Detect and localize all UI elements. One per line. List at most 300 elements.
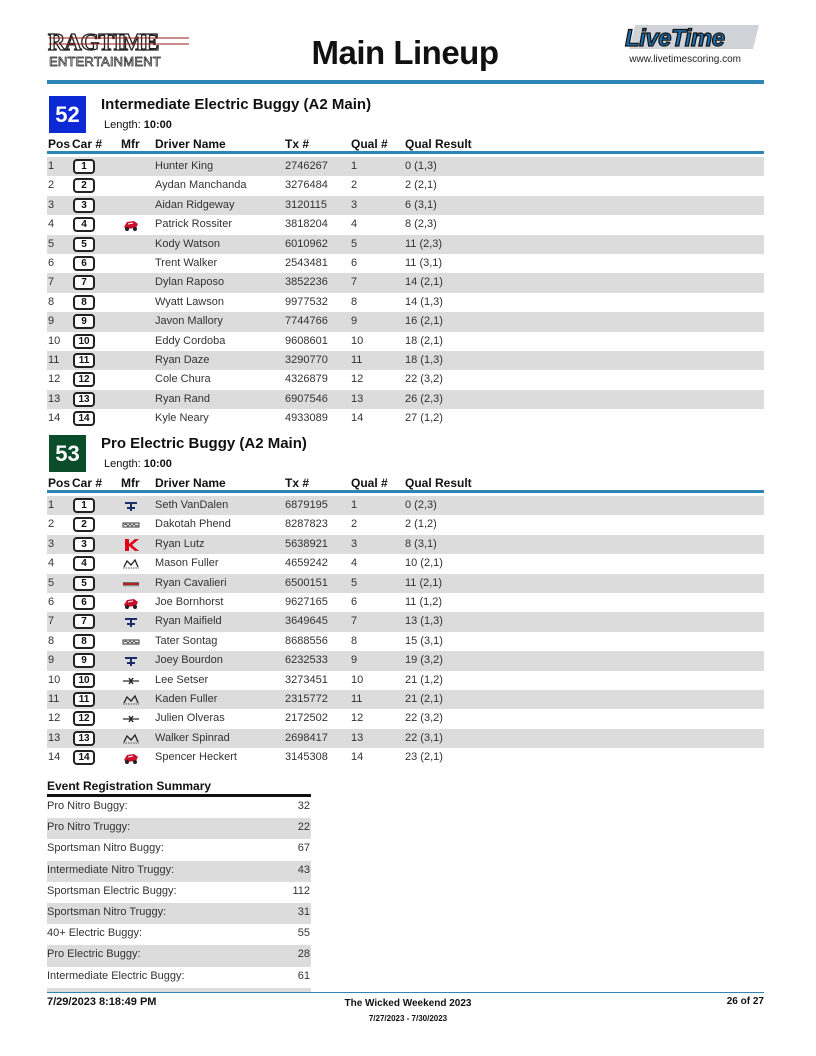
qual-position: 10 [351,334,364,347]
car-number: 2 [81,519,87,531]
race-length-value: 10:00 [143,119,172,131]
registration-summary [47,779,311,992]
pos-cell: 5 [48,576,55,589]
table-row [47,535,764,554]
mugen-icon [122,693,140,707]
col-tx: Tx # [285,476,310,490]
class-name: Sportsman Electric Buggy: [47,884,177,897]
transponder-number: 3273451 [285,673,328,686]
entry-count: 22 [297,821,310,834]
car-number: 6 [81,596,87,608]
pos-cell: 1 [48,499,55,511]
event-dates: 7/27/2023 - 7/30/2023 [368,1014,448,1023]
car-number-box [73,159,95,174]
summary-row [47,797,311,818]
driver-name: Kody Watson [155,237,221,250]
pos-cell: 12 [48,712,61,725]
event-name: The Wicked Weekend 2023 [344,998,472,1009]
qual-position: 4 [351,557,358,570]
qual-position: 8 [351,295,358,308]
car-number: 14 [78,752,90,764]
col-mfr: Mfr [121,137,140,151]
driver-name: Julien Olveras [155,712,225,725]
car-number: 6 [81,257,87,269]
summary-row [47,861,311,882]
transponder-number: 3818204 [285,218,328,231]
qual-result: 22 (3,2) [405,373,443,386]
qual-position: 14 [351,412,364,425]
transponder-number: 6907546 [285,392,328,405]
table-row [47,312,764,331]
transponder-number: 2698417 [285,731,328,744]
qual-position: 10 [351,673,364,686]
car-number: 7 [81,277,87,289]
car-number: 12 [78,713,90,725]
driver-name: Tater Sontag [155,634,218,647]
ragtime-logo-text: RAGTIME [48,30,159,56]
pos-cell: 5 [48,237,55,250]
page-number: 26 of 27 [726,996,764,1007]
qual-result: 16 (2,1) [405,315,443,328]
lineup-rows [47,157,764,428]
transponder-number: 2315772 [285,692,328,705]
driver-name: Spencer Heckert [155,751,237,764]
entry-count: 31 [297,905,310,918]
transponder-number: 2746267 [285,160,328,172]
car-number: 3 [81,538,87,550]
entry-count: 112 [292,884,310,897]
qual-position: 14 [351,751,364,764]
pos-cell: 3 [48,198,55,211]
pos-cell: 3 [48,537,55,550]
table-row [47,254,764,273]
qual-position: 13 [351,731,364,744]
class-name: Sportsman Nitro Buggy: [47,842,164,855]
car-number: 1 [81,161,87,172]
livetime-logo [621,22,763,52]
transponder-number: 3276484 [285,179,328,192]
car-number-box [73,692,95,707]
page-header [47,22,763,84]
driver-name: Hunter King [155,160,214,172]
red-buggy-icon [122,218,140,232]
car-number-box [73,556,95,571]
transponder-number: 6010962 [285,237,328,250]
transponder-number: 6879195 [285,499,328,511]
driver-name: Patrick Rossiter [155,218,233,231]
qual-position: 7 [351,615,358,628]
race-section-52 [47,96,764,426]
driver-name: Kaden Fuller [155,692,218,705]
table-row [47,176,764,195]
transponder-number: 3290770 [285,353,328,366]
qual-result: 0 (1,3) [405,160,437,172]
pos-cell: 11 [48,692,60,705]
table-row [47,574,764,593]
qual-position: 1 [351,499,358,511]
summary-row [47,967,311,988]
qual-result: 11 (2,1) [405,576,443,589]
car-number-box [73,595,95,610]
pos-cell: 4 [48,218,55,231]
pos-cell: 2 [48,179,55,192]
qual-result: 13 (1,3) [405,615,443,628]
table-row [47,157,764,176]
qual-result: 0 (2,3) [405,499,437,511]
car-number-box [73,237,95,252]
race-number-badge: 53 [49,435,86,472]
table-row [47,235,764,254]
qual-result: 21 (1,2) [405,673,443,686]
xray-icon [122,674,140,688]
race-title: Intermediate Electric Buggy (A2 Main) [101,96,372,113]
qual-position: 9 [351,315,358,328]
driver-name: Aydan Manchanda [155,179,247,192]
car-number: 5 [81,238,87,250]
car-number-box [73,256,95,271]
race-length [104,119,172,131]
car-number-box [73,653,95,668]
qual-result: 6 (3,1) [405,198,437,211]
car-number-box [73,711,95,726]
qual-result: 15 (3,1) [405,634,443,647]
summary-row [47,882,311,903]
transponder-number: 4659242 [285,557,328,570]
mugen-icon [122,732,140,746]
car-number-box [73,576,95,591]
col-pos: Pos [48,476,71,490]
qual-position: 11 [351,353,363,366]
col-car: Car # [72,476,103,490]
livetime-logo-text: LiveTime [625,25,725,52]
driver-name: Aidan Ridgeway [155,198,235,211]
class-name: Pro Nitro Buggy: [47,800,128,812]
driver-name: Joe Bornhorst [155,595,224,608]
qual-result: 14 (2,1) [405,276,443,289]
qual-position: 8 [351,634,358,647]
car-number-box [73,614,95,629]
qual-position: 13 [351,392,364,405]
qual-result: 19 (3,2) [405,654,443,667]
qual-result: 8 (3,1) [405,537,437,550]
table-row [47,293,764,312]
transponder-number: 8688556 [285,634,328,647]
driver-name: Eddy Cordoba [155,334,226,347]
pos-cell: 6 [48,256,55,269]
class-name: Pro Electric Buggy: [47,948,141,961]
table-row [47,690,764,709]
driver-name: Seth VanDalen [155,499,229,511]
qual-position: 9 [351,654,358,667]
tekno-icon [122,654,140,668]
car-number-box [73,275,95,290]
summary-row [47,839,311,860]
class-name: Sportsman Nitro Truggy: [47,905,167,918]
qual-result: 11 (1,2) [405,595,443,608]
transponder-number: 5638921 [285,537,328,550]
car-number-box [73,411,95,426]
pos-cell: 8 [48,634,55,647]
qual-position: 11 [351,692,363,705]
driver-name: Lee Setser [155,673,209,686]
pos-cell: 13 [48,731,61,744]
summary-rows [47,797,311,988]
table-row [47,729,764,748]
transponder-number: 6500151 [285,576,328,589]
car-number-box [73,178,95,193]
table-row [47,370,764,389]
table-row [47,390,764,409]
car-number-box [73,517,95,532]
car-number: 9 [81,655,87,667]
car-number-box [73,673,95,688]
transponder-number: 7744766 [285,315,328,328]
col-qual-result: Qual Result [405,137,472,151]
pos-cell: 2 [48,518,55,531]
driver-name: Ryan Cavalieri [155,576,227,589]
red-buggy-icon [122,596,140,610]
driver-name: Wyatt Lawson [155,295,224,308]
pos-cell: 7 [48,615,55,628]
page-title: Main Lineup [311,34,499,71]
car-number-box [73,372,95,387]
qual-result: 22 (3,2) [405,712,443,725]
car-number: 12 [78,374,90,386]
transponder-number: 2172502 [285,712,328,725]
car-number-box [73,731,95,746]
car-number: 10 [78,674,90,686]
qual-position: 3 [351,198,358,211]
associated-icon [122,518,140,532]
pos-cell: 6 [48,595,55,608]
qual-position: 5 [351,576,358,589]
qual-result: 8 (2,3) [405,218,437,231]
col-pos: Pos [48,137,71,151]
qual-result: 27 (1,2) [405,412,443,425]
race-length-label: Length: [104,458,141,470]
table-row [47,409,764,428]
car-number-box [73,498,95,513]
printed-timestamp: 7/29/2023 8:18:49 PM [47,996,157,1008]
qual-position: 4 [351,218,358,231]
qual-result: 10 (2,1) [405,557,443,570]
driver-name: Walker Spinrad [155,731,230,744]
race-length-label: Length: [104,119,141,131]
car-number-box [73,314,95,329]
transponder-number: 2543481 [285,256,328,269]
entry-count: 67 [297,842,310,855]
qual-result: 14 (1,3) [405,295,443,308]
qual-result: 18 (1,3) [405,353,443,366]
driver-name: Mason Fuller [155,557,219,570]
qual-position: 6 [351,595,358,608]
driver-name: Joey Bourdon [155,654,223,667]
column-headers [47,137,764,154]
transponder-number: 6232533 [285,654,328,667]
qual-result: 11 (3,1) [405,256,443,269]
lineup-rows [47,496,764,767]
car-number-box [73,353,95,368]
car-number-box [73,334,95,349]
table-row [47,593,764,612]
transponder-number: 4933089 [285,412,328,425]
summary-row [47,903,311,924]
race-length-value: 10:00 [143,458,172,470]
mugen-icon [122,557,140,571]
driver-name: Ryan Lutz [155,537,205,550]
car-number: 9 [81,316,87,328]
pos-cell: 9 [48,315,55,328]
car-number: 3 [81,199,87,211]
table-row [47,554,764,573]
pos-cell: 14 [48,412,61,425]
driver-name: Javon Mallory [155,315,223,328]
qual-result: 2 (1,2) [405,518,437,531]
qual-position: 1 [351,160,358,172]
transponder-number: 3120115 [285,198,328,211]
transponder-number: 9608601 [285,334,328,347]
summary-row [47,818,311,839]
car-number: 10 [78,335,90,347]
car-number-box [73,750,95,765]
summary-row [47,924,311,945]
table-row [47,748,764,767]
qual-position: 2 [351,179,358,192]
table-row [47,273,764,292]
pos-cell: 9 [48,654,55,667]
race-section-53 [47,435,764,765]
driver-name: Cole Chura [155,373,211,386]
entry-count: 61 [297,969,310,982]
transponder-number: 9977532 [285,295,328,308]
car-number-box [73,295,95,310]
livetime-url[interactable]: www.livetimescoring.com [629,54,741,65]
qual-result: 2 (2,1) [405,179,437,192]
entry-count: 28 [297,948,310,961]
car-number: 4 [81,558,87,570]
pos-cell: 14 [48,751,61,764]
class-name: 40+ Electric Buggy: [47,927,143,940]
col-car: Car # [72,137,103,151]
hbracing-icon [122,577,140,591]
car-number: 2 [81,180,87,192]
header-rule [47,80,764,84]
transponder-number: 9627165 [285,595,328,608]
associated-icon [122,635,140,649]
car-number: 8 [81,296,87,308]
pos-cell: 10 [48,673,61,686]
qual-result: 11 (2,3) [405,237,443,250]
qual-result: 23 (2,1) [405,751,443,764]
kyosho-icon [122,538,140,552]
transponder-number: 8287823 [285,518,328,531]
entry-count: 55 [297,927,310,940]
col-qual: Qual # [351,137,388,151]
col-driver: Driver Name [155,137,226,151]
race-number-badge: 52 [49,96,86,133]
pos-cell: 10 [48,334,61,347]
col-driver: Driver Name [155,476,226,490]
qual-position: 6 [351,256,358,269]
class-name: Intermediate Electric Buggy: [47,969,185,982]
col-tx: Tx # [285,137,310,151]
driver-name: Ryan Rand [155,392,211,405]
car-number: 7 [81,616,87,628]
ragtime-logo-subtext: ENTERTAINMENT [49,54,161,69]
qual-result: 21 (2,1) [405,692,443,705]
table-row [47,515,764,534]
car-number: 11 [78,693,90,705]
transponder-number: 3852236 [285,276,328,289]
driver-name: Dakotah Phend [155,518,231,531]
driver-name: Ryan Daze [155,353,210,366]
summary-row [47,945,311,966]
driver-name: Ryan Maifield [155,615,222,628]
qual-position: 2 [351,518,358,531]
pos-cell: 8 [48,295,55,308]
driver-name: Dylan Raposo [155,276,225,289]
table-row [47,215,764,234]
class-name: Pro Nitro Truggy: [47,821,131,834]
car-number-box [73,217,95,232]
car-number: 13 [78,393,90,405]
race-title: Pro Electric Buggy (A2 Main) [101,435,307,452]
car-number: 11 [78,354,90,366]
qual-result: 22 (3,1) [405,731,443,744]
table-row [47,496,764,515]
car-number-box [73,198,95,213]
pos-cell: 12 [48,373,61,386]
xray-icon [122,712,140,726]
car-number: 14 [78,413,90,425]
qual-position: 5 [351,237,358,250]
race-length [104,458,172,470]
table-row [47,351,764,370]
red-buggy-icon [122,751,140,765]
footer-rule [47,992,764,993]
car-number: 5 [81,577,87,589]
qual-position: 7 [351,276,358,289]
car-number-box [73,634,95,649]
transponder-number: 3649645 [285,615,328,628]
transponder-number: 3145308 [285,751,328,764]
table-row [47,196,764,215]
table-row [47,709,764,728]
col-qual-result: Qual Result [405,476,472,490]
car-number-box [73,537,95,552]
tekno-icon [122,499,140,513]
table-row [47,632,764,651]
pos-cell: 7 [48,276,55,289]
summary-title: Event Registration Summary [47,779,311,797]
entry-count: 43 [297,863,310,876]
car-number: 13 [78,732,90,744]
qual-result: 26 (2,3) [405,392,443,405]
qual-position: 12 [351,373,364,386]
column-headers [47,476,764,493]
driver-name: Trent Walker [155,256,218,269]
table-row [47,612,764,631]
col-qual: Qual # [351,476,388,490]
car-number-box [73,392,95,407]
car-number: 8 [81,635,87,647]
pos-cell: 1 [48,160,55,172]
car-number: 4 [81,219,87,231]
pos-cell: 13 [48,392,61,405]
table-row [47,671,764,690]
col-mfr: Mfr [121,476,140,490]
transponder-number: 4326879 [285,373,328,386]
